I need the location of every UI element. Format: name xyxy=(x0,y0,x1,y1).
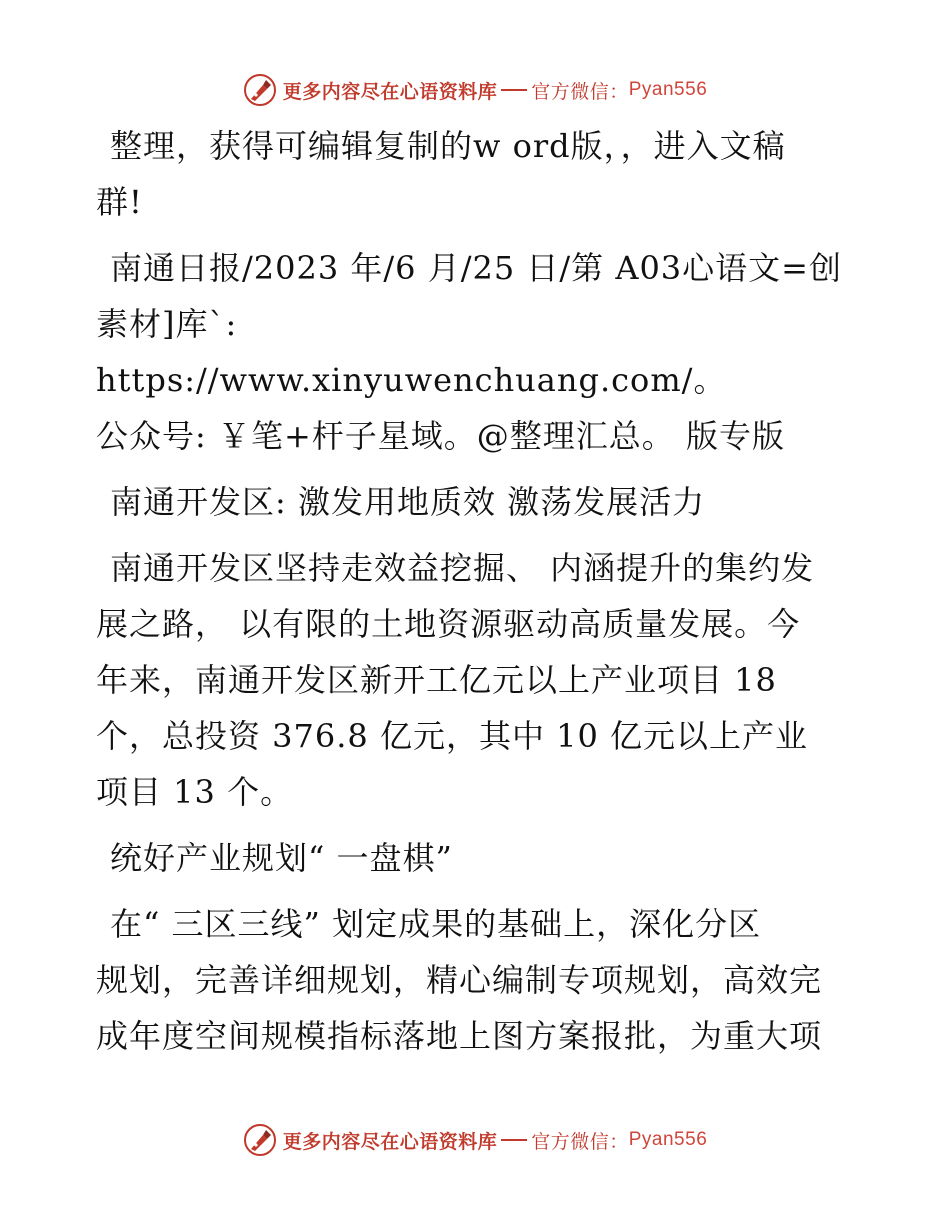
article-title: 南通开发区: 激发用地质效 激荡发展活力 xyxy=(110,483,706,521)
official-label: 官方微信： xyxy=(531,1130,629,1153)
pen-nib-logo-icon xyxy=(243,1123,277,1157)
banner-divider xyxy=(501,89,527,91)
paragraph-summary: 南通开发区坚持走效益挖掘、 内涵提升的集约发 展之路， 以有限的土地资源驱动高质量发展。今 年来，南通开发区新开工亿元以上产业项目 18 个，总投资 376.8 亿元，其中 10 亿元以上产业 项目 13 个。 xyxy=(96,549,815,811)
document-body xyxy=(96,118,856,1074)
brand-text: 更多内容尽在心语资料库 xyxy=(282,1130,498,1153)
paragraph-intro: 整理，获得可编辑复制的w ord版，，进入文稿 群! xyxy=(96,127,786,221)
wechat-id: Pyan556 xyxy=(628,79,708,100)
footer-banner xyxy=(0,1120,950,1160)
pen-nib-logo-icon xyxy=(243,73,277,107)
paragraph-body: 在“ 三区三线” 划定成果的基础上，深化分区 规划，完善详细规划，精心编制专项规划，高效完 成年度空间规模指标落地上图方案报批，为重大项 xyxy=(96,905,823,1055)
banner-divider xyxy=(501,1139,527,1141)
brand-text: 更多内容尽在心语资料库 xyxy=(282,80,498,103)
section-heading: 统好产业规划“ 一盘棋” xyxy=(110,839,453,877)
header-banner xyxy=(0,70,950,110)
wechat-id: Pyan556 xyxy=(628,1129,708,1150)
official-label: 官方微信： xyxy=(531,80,629,103)
paragraph-source: 南通日报/2023 年/6 月/25 日/第 A03心语文=创 素材]库`: https://www.xinyuwenchuang.com/。 公众号: ￥笔+杆子星域。@整理汇总。 版专版 xyxy=(96,249,842,455)
